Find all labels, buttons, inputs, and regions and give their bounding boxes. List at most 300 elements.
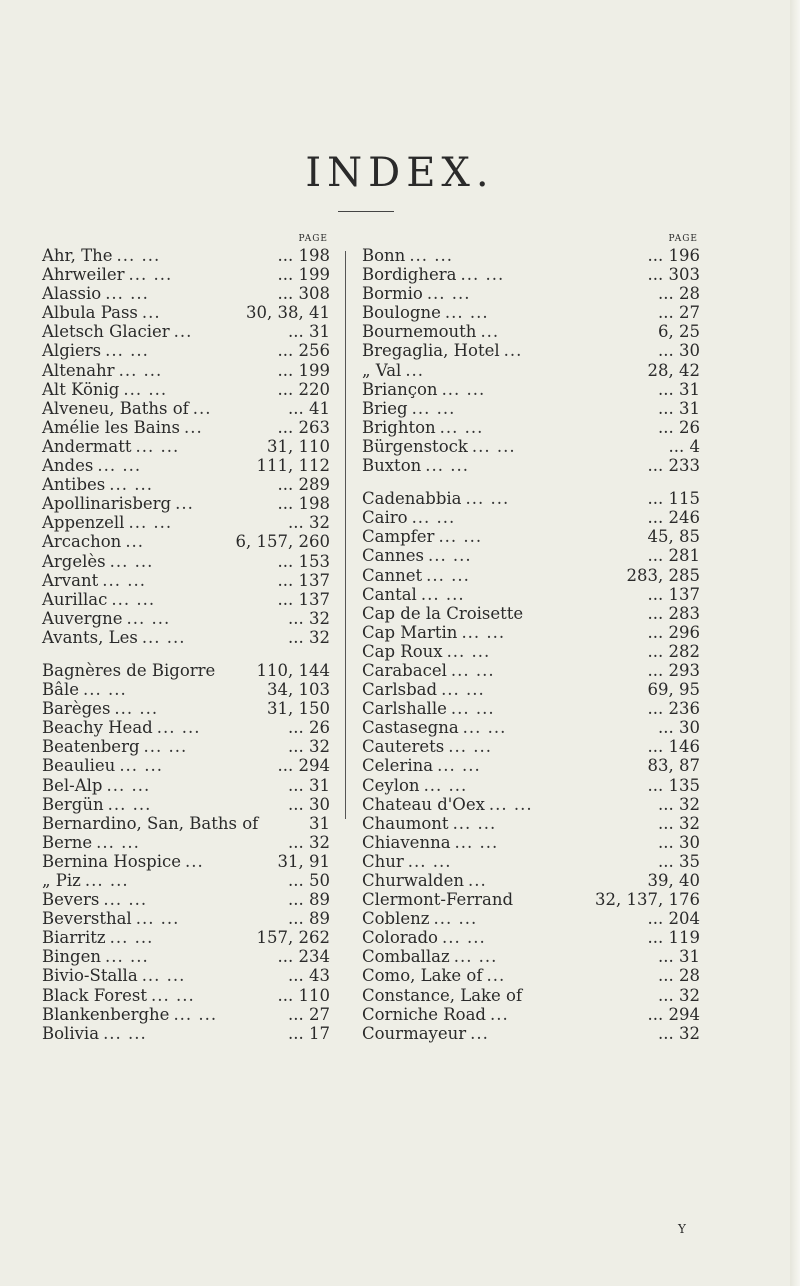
entry-leader-dots: ... xyxy=(173,322,193,342)
entry-leader-dots: ... ... xyxy=(135,909,180,929)
entry-name: Altenahr xyxy=(42,360,115,380)
entry-name: Cannes xyxy=(362,546,424,566)
index-entry xyxy=(42,380,330,399)
entry-pages: 31, 110 xyxy=(267,436,330,456)
entry-leader-dots: ... ... xyxy=(439,417,484,437)
index-entry xyxy=(42,246,330,265)
entry-name: Cauterets xyxy=(362,737,445,757)
entry-pages: ... 110 xyxy=(277,985,330,1005)
entry-pages: ... 308 xyxy=(277,284,330,304)
entry-name: Bürgenstock xyxy=(362,436,468,456)
entry-pages: 69, 95 xyxy=(647,680,700,700)
index-entry xyxy=(42,475,330,494)
index-entry xyxy=(362,1005,700,1024)
entry-pages: ... 204 xyxy=(647,909,700,929)
index-entry xyxy=(42,718,330,737)
entry-name: Carlshalle xyxy=(362,699,447,719)
entry-pages: 157, 262 xyxy=(256,928,330,948)
entry-name: Chateau d'Oex xyxy=(362,794,485,814)
entry-pages: 31, 91 xyxy=(277,851,330,871)
index-entry xyxy=(42,284,330,303)
entry-pages: ... 28 xyxy=(658,284,700,304)
index-entry xyxy=(42,756,330,775)
entry-leader-dots: ... ... xyxy=(104,947,149,967)
title-rule xyxy=(338,211,394,212)
entry-name: Carabacel xyxy=(362,660,447,680)
entry-pages: ... 27 xyxy=(288,1004,330,1024)
entry-name: Bingen xyxy=(42,947,101,967)
entry-leader-dots: ... ... xyxy=(141,627,186,647)
entry-leader-dots: ... ... xyxy=(460,265,505,285)
entry-pages: ... 35 xyxy=(658,851,700,871)
index-entry xyxy=(362,246,700,265)
index-entry xyxy=(42,418,330,437)
entry-leader-dots: ... ... xyxy=(103,1023,147,1043)
entry-pages: ... 283 xyxy=(647,603,700,623)
entry-pages: 45, 85 xyxy=(647,527,700,547)
entry-pages: ... 89 xyxy=(288,909,330,929)
index-entry xyxy=(362,909,700,928)
entry-pages: ... 135 xyxy=(647,775,700,795)
index-entry xyxy=(42,265,330,284)
entry-name: Cadenabbia xyxy=(362,489,462,509)
entry-leader-dots: ... ... xyxy=(114,699,159,719)
index-entry xyxy=(362,795,700,814)
entry-name: Comballaz xyxy=(362,947,450,967)
entry-name: „ Val xyxy=(362,360,402,380)
index-entry xyxy=(42,628,330,647)
entry-name: Ahr, The xyxy=(42,246,113,265)
entry-name: Bâle xyxy=(42,680,80,700)
entry-pages: ... 199 xyxy=(277,265,330,285)
index-entry xyxy=(362,604,700,623)
index-entry xyxy=(362,890,700,909)
entry-name: Ahrweiler xyxy=(42,265,125,285)
entry-leader-dots: ... xyxy=(183,417,203,437)
entry-name: Algiers xyxy=(42,341,102,361)
entry-name: Campfer xyxy=(362,527,435,547)
entry-name: Churwalden xyxy=(362,871,464,890)
entry-pages: ... 246 xyxy=(647,508,700,528)
entry-pages: ... 31 xyxy=(288,322,330,342)
entry-pages: ... 115 xyxy=(647,489,700,509)
entry-pages: ... 196 xyxy=(647,246,700,265)
entry-name: Chiavenna xyxy=(362,832,451,852)
entry-pages: ... 31 xyxy=(658,398,700,418)
index-entry xyxy=(362,527,700,546)
entry-name: Chaumont xyxy=(362,813,449,833)
index-entry xyxy=(42,590,330,609)
entry-leader-dots: ... ... xyxy=(425,456,469,476)
entry-pages: ... 293 xyxy=(647,660,700,680)
index-entry xyxy=(42,737,330,756)
entry-name: Cannet xyxy=(362,565,423,585)
entry-name: Cap Roux xyxy=(362,641,443,661)
index-entry xyxy=(362,303,700,322)
entry-name: Apollinarisberg xyxy=(42,494,172,514)
entry-leader-dots: ... xyxy=(192,398,212,418)
entry-leader-dots: ... xyxy=(175,494,194,514)
entry-name: Coblenz xyxy=(362,909,430,929)
index-entry xyxy=(362,699,700,718)
index-entry xyxy=(362,947,700,966)
entry-name: Bergün xyxy=(42,794,104,814)
entry-name: Bournemouth xyxy=(362,322,477,342)
entry-leader-dots: ... ... xyxy=(135,436,180,456)
entry-leader-dots: ... ... xyxy=(407,851,452,871)
entry-pages: ... 198 xyxy=(277,246,330,265)
index-entry xyxy=(42,928,330,947)
index-entry xyxy=(42,437,330,456)
entry-name: Clermont-Ferrand xyxy=(362,890,514,910)
entry-leader-dots: ... ... xyxy=(441,379,486,399)
entry-pages: ... 31 xyxy=(658,947,700,967)
entry-name: Auvergne xyxy=(42,608,123,628)
entry-leader-dots: ... ... xyxy=(453,947,498,967)
entry-leader-dots: ... ... xyxy=(442,928,486,948)
index-entries-right xyxy=(362,246,700,1043)
index-entry xyxy=(362,585,700,604)
entry-leader-dots: ... ... xyxy=(105,284,149,304)
index-entry xyxy=(42,833,330,852)
index-entry xyxy=(362,776,700,795)
index-entry xyxy=(42,322,330,341)
entry-leader-dots: ... ... xyxy=(450,699,495,719)
entry-name: Como, Lake of xyxy=(362,966,483,986)
entry-name: Boulogne xyxy=(362,303,441,323)
entry-leader-dots: ... ... xyxy=(441,680,485,700)
index-entry xyxy=(362,322,700,341)
entry-pages: ... 32 xyxy=(658,813,700,833)
index-entry xyxy=(362,623,700,642)
entry-name: Biarritz xyxy=(42,928,106,948)
index-entry xyxy=(42,532,330,551)
index-entry xyxy=(42,890,330,909)
entry-leader-dots: ... ... xyxy=(128,513,173,533)
entry-pages: 6, 25 xyxy=(658,322,700,342)
entry-leader-dots: ... ... xyxy=(173,1004,218,1024)
index-entry xyxy=(42,871,330,890)
entry-pages: ... 137 xyxy=(277,589,330,609)
entry-leader-dots: ... ... xyxy=(111,589,156,609)
entry-leader-dots: ... ... xyxy=(427,546,472,566)
entry-leader-dots: ... xyxy=(405,360,425,380)
entry-pages: ... 31 xyxy=(658,379,700,399)
entry-pages: ... 294 xyxy=(277,756,330,776)
entry-leader-dots: ... ... xyxy=(96,832,140,852)
entry-name: Cantal xyxy=(362,584,417,604)
entry-name: Beaulieu xyxy=(42,756,116,776)
entry-pages: 283, 285 xyxy=(626,565,700,585)
entry-name: Beversthal xyxy=(42,909,132,929)
entry-leader-dots: ... ... xyxy=(433,909,478,929)
entry-pages: ... 281 xyxy=(647,546,700,566)
entry-pages: ... 4 xyxy=(668,436,700,456)
index-entry xyxy=(42,795,330,814)
entry-leader-dots: ... ... xyxy=(143,737,188,757)
index-entry xyxy=(362,871,700,890)
index-entry xyxy=(362,680,700,699)
entry-leader-dots: ... ... xyxy=(411,508,456,528)
entry-name: Ceylon xyxy=(362,775,420,795)
entry-leader-dots: ... ... xyxy=(488,794,533,814)
index-entry xyxy=(362,489,700,508)
index-entry xyxy=(362,265,700,284)
entry-name: Berne xyxy=(42,832,93,852)
index-entry xyxy=(362,642,700,661)
entry-pages: 28, 42 xyxy=(647,360,700,380)
entry-pages: 32, 137, 176 xyxy=(595,890,700,910)
entry-name: Cap Martin xyxy=(362,622,458,642)
entry-leader-dots: ... ... xyxy=(97,456,142,476)
entry-name: Bordighera xyxy=(362,265,457,285)
entry-name: Bregaglia, Hotel xyxy=(362,341,500,361)
entry-leader-dots: ... ... xyxy=(437,756,481,776)
entry-name: Avants, Les xyxy=(42,627,138,647)
entry-leader-dots: ... xyxy=(185,851,204,871)
index-column-right xyxy=(362,232,700,1043)
entry-pages: ... 234 xyxy=(277,947,330,967)
index-entry xyxy=(42,814,330,833)
entry-name: Alt König xyxy=(42,379,120,399)
entry-leader-dots: ... xyxy=(470,1023,489,1043)
entry-name: Brieg xyxy=(362,398,408,418)
index-entry xyxy=(42,680,330,699)
entry-pages: ... 50 xyxy=(288,871,330,890)
entry-leader-dots: ... ... xyxy=(452,813,497,833)
index-entry xyxy=(42,1005,330,1024)
entry-leader-dots: ... ... xyxy=(454,832,499,852)
entry-leader-dots: ... ... xyxy=(109,475,153,495)
index-entry xyxy=(362,341,700,360)
index-entry xyxy=(362,380,700,399)
entry-pages: ... 233 xyxy=(647,456,700,476)
entry-pages: ... 30 xyxy=(288,794,330,814)
entry-name: Argelès xyxy=(42,551,106,571)
entry-pages: ... 32 xyxy=(288,627,330,647)
entry-leader-dots: ... ... xyxy=(448,737,492,757)
index-entry xyxy=(42,661,330,680)
index-entry xyxy=(42,609,330,628)
entry-leader-dots: ... ... xyxy=(444,303,489,323)
entry-name: Albula Pass xyxy=(42,303,138,323)
index-entries-left xyxy=(42,246,330,1043)
entry-leader-dots: ... ... xyxy=(118,360,163,380)
entry-pages: ... 32 xyxy=(658,985,700,1005)
entry-pages: ... 303 xyxy=(647,265,700,285)
entry-pages: 111, 112 xyxy=(256,456,330,476)
entry-leader-dots: ... ... xyxy=(465,489,510,509)
entry-pages: ... 296 xyxy=(647,622,700,642)
entry-name: Bagnères de Bigorre xyxy=(42,660,216,680)
index-entry xyxy=(42,341,330,360)
entry-leader-dots: ... ... xyxy=(438,527,483,547)
entry-name: Bel-Alp xyxy=(42,775,103,795)
entry-pages: ... 32 xyxy=(288,832,330,852)
entry-pages: ... 199 xyxy=(277,360,330,380)
entry-name: Colorado xyxy=(362,928,438,948)
entry-name: Arcachon xyxy=(42,532,122,552)
index-entry xyxy=(42,699,330,718)
entry-pages: ... 220 xyxy=(277,379,330,399)
entry-name: Corniche Road xyxy=(362,1004,486,1024)
entry-name: Arvant xyxy=(42,570,99,590)
entry-pages: ... 17 xyxy=(288,1023,330,1043)
entry-name: Bevers xyxy=(42,890,100,910)
index-entry xyxy=(42,399,330,418)
entry-pages: ... 41 xyxy=(288,398,330,418)
entry-leader-dots: ... ... xyxy=(446,641,491,661)
index-entry xyxy=(42,571,330,590)
index-entry xyxy=(362,718,700,737)
entry-leader-dots: ... ... xyxy=(102,570,146,590)
entry-leader-dots: ... xyxy=(480,322,500,342)
entry-leader-dots: ... ... xyxy=(109,928,154,948)
entry-name: Aletsch Glacier xyxy=(42,322,170,342)
entry-pages: ... 30 xyxy=(658,718,700,738)
index-entry xyxy=(362,852,700,871)
index-entry xyxy=(362,418,700,437)
entry-pages: ... 256 xyxy=(277,341,330,361)
index-entry xyxy=(42,552,330,571)
entry-leader-dots: ... xyxy=(141,303,161,323)
entry-pages: ... 137 xyxy=(277,570,330,590)
signature-mark: Y xyxy=(678,1222,686,1236)
entry-leader-dots: ... ... xyxy=(409,246,454,265)
entry-pages: ... 26 xyxy=(658,417,700,437)
entry-name: Bernina Hospice xyxy=(42,851,182,871)
column-divider xyxy=(345,251,346,819)
entry-leader-dots: ... xyxy=(503,341,523,361)
entry-pages: ... 32 xyxy=(288,608,330,628)
entry-name: Black Forest xyxy=(42,985,147,1005)
index-entry xyxy=(42,494,330,513)
entry-leader-dots: ... ... xyxy=(411,398,456,418)
entry-name: Brighton xyxy=(362,417,436,437)
entry-leader-dots: ... ... xyxy=(107,794,152,814)
entry-leader-dots: ... ... xyxy=(426,565,470,585)
entry-leader-dots: ... xyxy=(467,871,487,890)
entry-leader-dots: ... ... xyxy=(83,680,127,700)
index-entry xyxy=(362,508,700,527)
entry-pages: ... 32 xyxy=(288,513,330,533)
entry-leader-dots: ... xyxy=(486,966,506,986)
page-title: INDEX. xyxy=(305,150,495,196)
index-entry xyxy=(362,546,700,565)
page-column-label: PAGE xyxy=(298,234,328,244)
entry-name: Bernardino, San, Baths of xyxy=(42,813,259,833)
entry-leader-dots: ... ... xyxy=(128,265,173,285)
entry-pages: 31 xyxy=(309,813,330,833)
index-entry xyxy=(42,513,330,532)
index-column-left xyxy=(42,232,330,1043)
entry-leader-dots: ... ... xyxy=(109,551,154,571)
entry-name: Antibes xyxy=(42,475,106,495)
index-entry xyxy=(42,947,330,966)
entry-leader-dots: ... ... xyxy=(471,436,516,456)
entry-pages: ... 137 xyxy=(647,584,700,604)
entry-name: Beatenberg xyxy=(42,737,140,757)
entry-pages: ... 32 xyxy=(658,1023,700,1043)
index-entry xyxy=(42,303,330,322)
entry-leader-dots: ... ... xyxy=(420,584,465,604)
entry-leader-dots: ... ... xyxy=(426,284,471,304)
entry-pages: ... 153 xyxy=(277,551,330,571)
index-entry xyxy=(362,833,700,852)
entry-pages: ... 119 xyxy=(647,928,700,948)
entry-leader-dots: ... ... xyxy=(141,966,186,986)
entry-name: Constance, Lake of xyxy=(362,985,523,1005)
entry-pages: ... 26 xyxy=(288,718,330,738)
entry-pages: 6, 157, 260 xyxy=(235,532,330,552)
entry-pages: 30, 38, 41 xyxy=(246,303,330,323)
entry-name: Bolivia xyxy=(42,1023,100,1043)
entry-pages: ... 30 xyxy=(658,341,700,361)
entry-leader-dots: ... ... xyxy=(150,985,195,1005)
entry-leader-dots: ... ... xyxy=(126,608,171,628)
entry-name: Alassio xyxy=(42,284,102,304)
entry-pages: ... 198 xyxy=(277,494,330,514)
entry-pages: ... 32 xyxy=(288,737,330,757)
entry-pages: ... 27 xyxy=(658,303,700,323)
entry-name: Buxton xyxy=(362,456,422,476)
entry-leader-dots: ... ... xyxy=(116,246,161,265)
index-entry xyxy=(42,776,330,795)
index-entry xyxy=(362,456,700,475)
entry-leader-dots: ... ... xyxy=(461,622,506,642)
entry-leader-dots: ... ... xyxy=(123,379,168,399)
entry-leader-dots: ... ... xyxy=(450,660,495,680)
index-entry xyxy=(362,284,700,303)
index-entry xyxy=(362,399,700,418)
entry-pages: ... 236 xyxy=(647,699,700,719)
index-entry xyxy=(362,437,700,456)
entry-name: Bonn xyxy=(362,246,406,265)
entry-name: Amélie les Bains xyxy=(42,417,180,437)
entry-pages: ... 31 xyxy=(288,775,330,795)
entry-leader-dots: ... ... xyxy=(156,718,201,738)
index-entry xyxy=(42,909,330,928)
entry-pages: ... 32 xyxy=(658,794,700,814)
entry-leader-dots: ... xyxy=(489,1004,509,1024)
index-entry xyxy=(362,966,700,985)
entry-pages: ... 289 xyxy=(277,475,330,495)
entry-name: Courmayeur xyxy=(362,1023,467,1043)
index-entry xyxy=(42,456,330,475)
entry-name: Alveneu, Baths of xyxy=(42,398,189,418)
entry-pages: ... 263 xyxy=(277,417,330,437)
index-entry xyxy=(362,928,700,947)
entry-name: „ Piz xyxy=(42,871,81,890)
entry-pages: 110, 144 xyxy=(256,660,330,680)
index-entry xyxy=(362,361,700,380)
entry-pages: 83, 87 xyxy=(647,756,700,776)
entry-name: Bormio xyxy=(362,284,423,304)
entry-pages: ... 89 xyxy=(288,890,330,910)
entry-name: Cap de la Croisette xyxy=(362,603,524,623)
entry-pages: ... 294 xyxy=(647,1004,700,1024)
entry-pages: ... 282 xyxy=(647,641,700,661)
entry-leader-dots: ... ... xyxy=(462,718,507,738)
entry-pages: 39, 40 xyxy=(647,871,700,890)
entry-name: Carlsbad xyxy=(362,680,438,700)
entry-name: Celerina xyxy=(362,756,434,776)
index-entry xyxy=(362,814,700,833)
entry-name: Bivio-Stalla xyxy=(42,966,138,986)
entry-name: Chur xyxy=(362,851,404,871)
entry-pages: 34, 103 xyxy=(267,680,330,700)
entry-leader-dots: ... xyxy=(125,532,145,552)
